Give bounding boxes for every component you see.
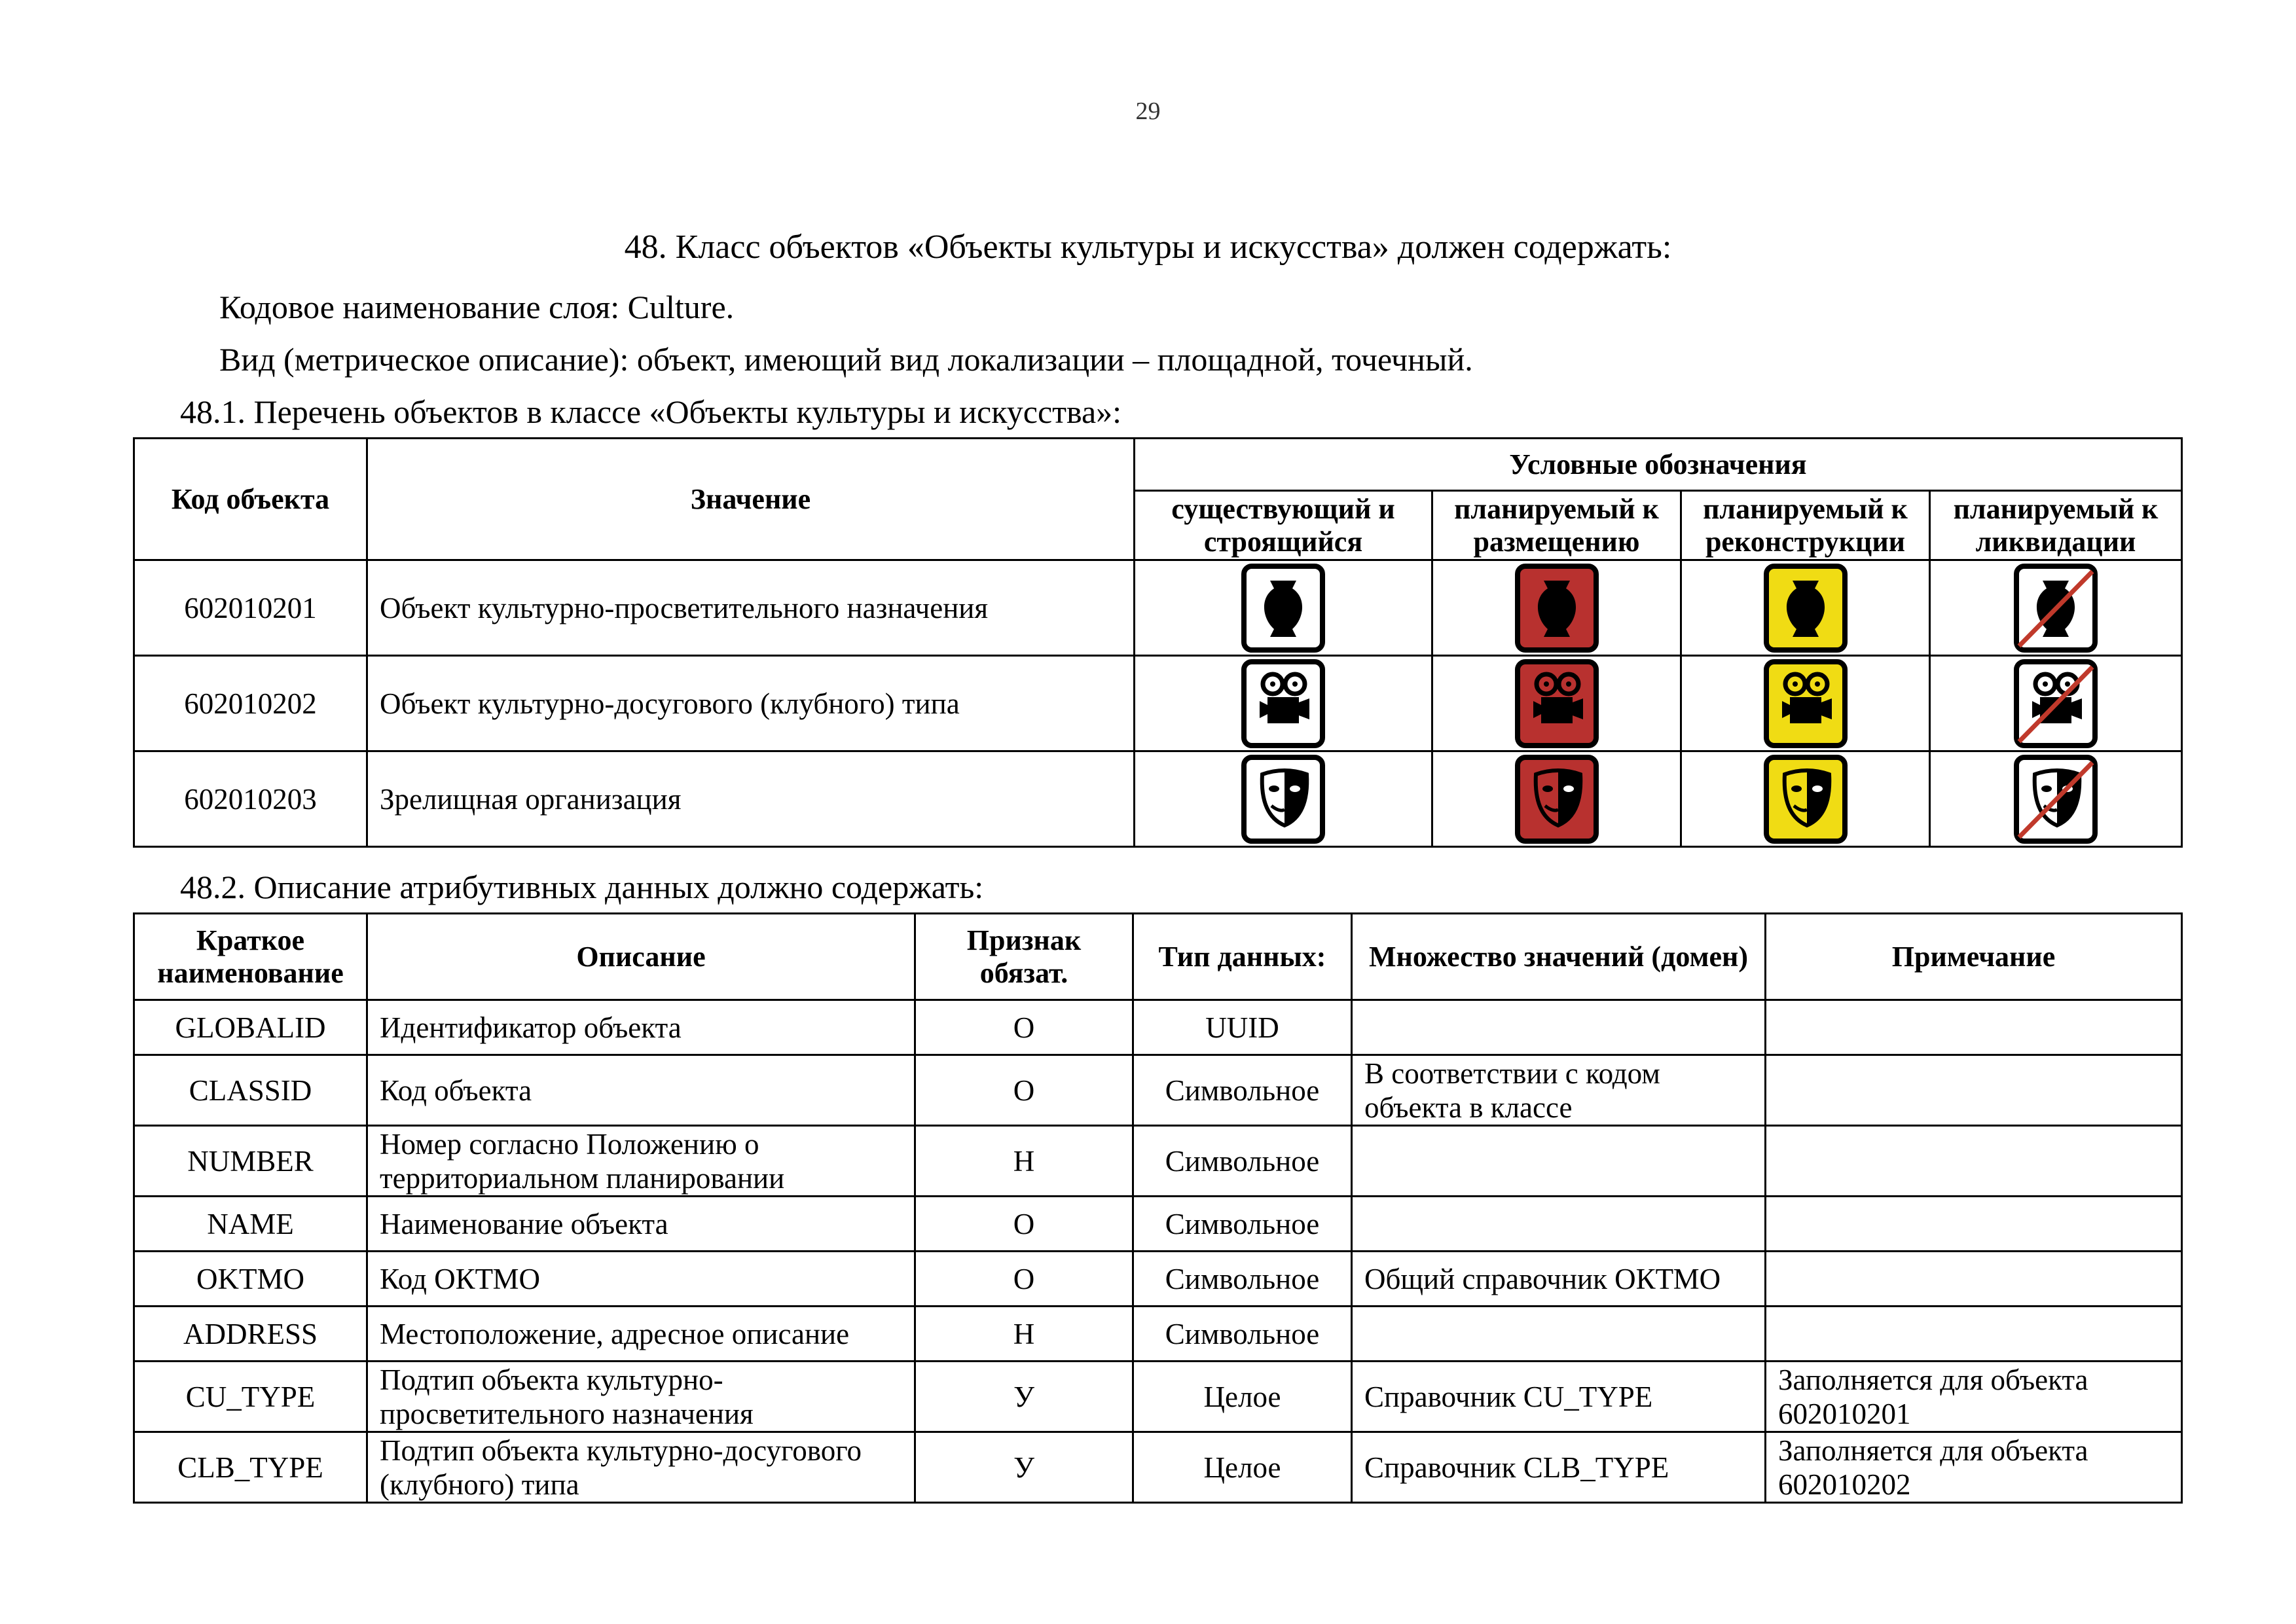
attr-required: Н xyxy=(915,1307,1133,1362)
attr-description: Подтип объекта культурно-просветительного назначения xyxy=(367,1362,915,1432)
symbol-cell-planned-placement xyxy=(1432,656,1681,751)
attr-name: CU_TYPE xyxy=(134,1362,367,1432)
attribute-row xyxy=(134,1000,2182,1055)
vase-icon xyxy=(1511,562,1603,654)
object-row xyxy=(134,656,2182,751)
object-value: Зрелищная организация xyxy=(367,751,1135,847)
theater-mask-icon xyxy=(1760,753,1851,845)
attr-description: Номер согласно Положению о территориальном планировании xyxy=(367,1126,915,1197)
header-planned-placement: планируемый к размещению xyxy=(1432,491,1681,560)
attribute-row xyxy=(134,1055,2182,1126)
attr-required: Н xyxy=(915,1126,1133,1197)
attr-note xyxy=(1766,1000,2182,1055)
theater-mask-icon xyxy=(1511,753,1603,845)
film-projector-icon xyxy=(1511,658,1603,749)
attr-note xyxy=(1766,1252,2182,1307)
attr-domain: Общий справочник ОКТМО xyxy=(1352,1252,1766,1307)
attr-type: Целое xyxy=(1133,1362,1352,1432)
attr-note xyxy=(1766,1055,2182,1126)
object-value: Объект культурно-просветительного назначения xyxy=(367,560,1135,656)
vase-icon xyxy=(1760,562,1851,654)
header-note: Примечание xyxy=(1766,914,2182,1000)
header-required: Признак обязат. xyxy=(915,914,1133,1000)
attr-name: NAME xyxy=(134,1197,367,1252)
symbol-cell-existing xyxy=(1135,656,1432,751)
attribute-row xyxy=(134,1252,2182,1307)
attr-required: О xyxy=(915,1000,1133,1055)
symbol-cell-planned-placement xyxy=(1432,560,1681,656)
attr-type: UUID xyxy=(1133,1000,1352,1055)
symbol-cell-planned-liquidation xyxy=(1930,751,2182,847)
object-code: 602010201 xyxy=(134,560,367,656)
object-code: 602010202 xyxy=(134,656,367,751)
attr-name: OKTMO xyxy=(134,1252,367,1307)
attr-domain xyxy=(1352,1197,1766,1252)
page-number: 29 xyxy=(1135,98,1161,125)
attr-name: ADDRESS xyxy=(134,1307,367,1362)
header-domain: Множество значений (домен) xyxy=(1352,914,1766,1000)
symbol-cell-planned-reconstruction xyxy=(1681,560,1930,656)
attr-domain: В соответствии с кодом объекта в классе xyxy=(1352,1055,1766,1126)
geometry-line: Вид (метрическое описание): объект, имеющий вид локализации – площадной, точечный. xyxy=(219,341,1473,378)
header-data-type: Тип данных: xyxy=(1133,914,1352,1000)
header-symbols-group: Условные обозначения xyxy=(1135,439,2182,491)
attr-note: Заполняется для объекта 602010201 xyxy=(1766,1362,2182,1432)
header-description: Описание xyxy=(367,914,915,1000)
attr-domain xyxy=(1352,1000,1766,1055)
attr-type: Символьное xyxy=(1133,1055,1352,1126)
attr-name: GLOBALID xyxy=(134,1000,367,1055)
symbol-cell-existing xyxy=(1135,560,1432,656)
attr-type: Символьное xyxy=(1133,1307,1352,1362)
attr-name: NUMBER xyxy=(134,1126,367,1197)
attr-required: О xyxy=(915,1055,1133,1126)
attr-description: Идентификатор объекта xyxy=(367,1000,915,1055)
symbol-cell-planned-reconstruction xyxy=(1681,751,1930,847)
attr-required: О xyxy=(915,1252,1133,1307)
film-projector-icon xyxy=(1237,658,1329,749)
attr-domain xyxy=(1352,1126,1766,1197)
object-code: 602010203 xyxy=(134,751,367,847)
header-planned-liquidation: планируемый к ликвидации xyxy=(1930,491,2182,560)
attr-note: Заполняется для объекта 602010202 xyxy=(1766,1432,2182,1503)
theater-mask-icon xyxy=(1237,753,1329,845)
attr-description: Подтип объекта культурно-досугового (клубного) типа xyxy=(367,1432,915,1503)
header-value: Значение xyxy=(367,439,1135,560)
attr-domain: Справочник CU_TYPE xyxy=(1352,1362,1766,1432)
object-row xyxy=(134,560,2182,656)
attribute-row xyxy=(134,1362,2182,1432)
attr-required: О xyxy=(915,1197,1133,1252)
object-value: Объект культурно-досугового (клубного) типа xyxy=(367,656,1135,751)
section1-title: 48.1. Перечень объектов в классе «Объекты культуры и искусства»: xyxy=(180,393,1122,430)
symbol-cell-planned-liquidation xyxy=(1930,656,2182,751)
attr-domain xyxy=(1352,1307,1766,1362)
object-row xyxy=(134,751,2182,847)
layer-code-line: Кодовое наименование слоя: Culture. xyxy=(219,289,735,325)
attr-name: CLASSID xyxy=(134,1055,367,1126)
vase-icon xyxy=(2010,562,2102,654)
attr-type: Символьное xyxy=(1133,1197,1352,1252)
symbol-cell-planned-reconstruction xyxy=(1681,656,1930,751)
attr-note xyxy=(1766,1197,2182,1252)
attr-type: Целое xyxy=(1133,1432,1352,1503)
attribute-row xyxy=(134,1126,2182,1197)
objects-table xyxy=(133,437,2183,848)
film-projector-icon xyxy=(1760,658,1851,749)
section2-title: 48.2. Описание атрибутивных данных должно содержать: xyxy=(180,869,984,905)
attr-note xyxy=(1766,1126,2182,1197)
attribute-row xyxy=(134,1307,2182,1362)
attr-description: Местоположение, адресное описание xyxy=(367,1307,915,1362)
symbol-cell-planned-liquidation xyxy=(1930,560,2182,656)
attribute-row xyxy=(134,1197,2182,1252)
attr-description: Код объекта xyxy=(367,1055,915,1126)
header-planned-reconstruction: планируемый к реконструкции xyxy=(1681,491,1930,560)
header-code: Код объекта xyxy=(134,439,367,560)
attr-type: Символьное xyxy=(1133,1252,1352,1307)
symbol-cell-existing xyxy=(1135,751,1432,847)
attr-description: Код ОКТМО xyxy=(367,1252,915,1307)
attr-note xyxy=(1766,1307,2182,1362)
header-existing: существующий и строящийся xyxy=(1135,491,1432,560)
vase-icon xyxy=(1237,562,1329,654)
symbol-cell-planned-placement xyxy=(1432,751,1681,847)
attribute-row xyxy=(134,1432,2182,1503)
film-projector-icon xyxy=(2010,658,2102,749)
theater-mask-icon xyxy=(2010,753,2102,845)
attr-required: У xyxy=(915,1362,1133,1432)
header-short-name: Краткое наименование xyxy=(134,914,367,1000)
attr-description: Наименование объекта xyxy=(367,1197,915,1252)
attr-type: Символьное xyxy=(1133,1126,1352,1197)
attributes-table xyxy=(133,912,2183,1504)
attr-domain: Справочник CLB_TYPE xyxy=(1352,1432,1766,1503)
attr-required: У xyxy=(915,1432,1133,1503)
attr-name: CLB_TYPE xyxy=(134,1432,367,1503)
section-heading: 48. Класс объектов «Объекты культуры и искусства» должен содержать: xyxy=(624,228,1672,266)
